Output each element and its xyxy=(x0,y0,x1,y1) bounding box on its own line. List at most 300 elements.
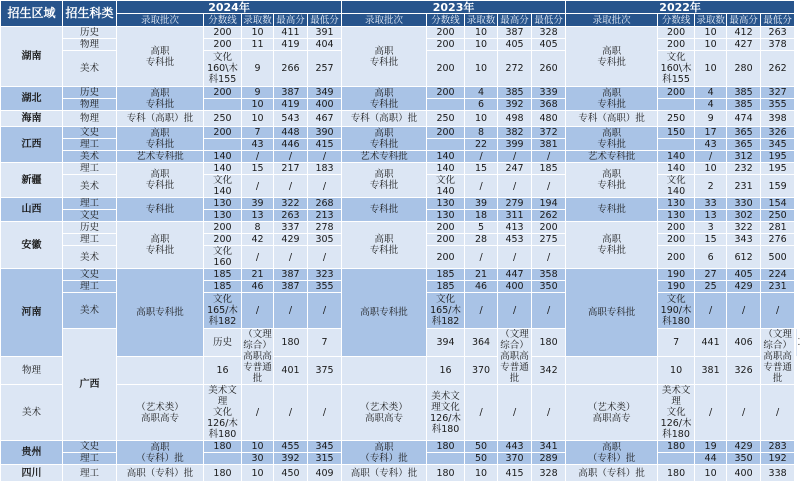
min-score-cell-2023: 200 xyxy=(532,222,566,234)
admitted-cell-2024: 7 xyxy=(242,127,274,139)
min-score-cell-2023: 328 xyxy=(532,465,566,482)
batch-cell-2022: 高职 专科批 xyxy=(566,163,658,198)
admitted-cell-2024: 43 xyxy=(242,139,274,151)
admitted-cell-2022: 10 xyxy=(695,39,727,51)
score-line-cell-2024 xyxy=(204,139,242,151)
admitted-cell-2023: 50 xyxy=(465,453,498,465)
score-line-cell-2024: 140 xyxy=(204,163,242,175)
min-score-cell-2023: / xyxy=(532,385,566,441)
max-score-cell-2023: 399 xyxy=(498,139,532,151)
min-score-cell-2023: 262 xyxy=(532,210,566,222)
score-line-cell-2023: 140 xyxy=(427,163,465,175)
admitted-cell-2022: 43 xyxy=(695,139,727,151)
max-score-cell-2022: 322 xyxy=(727,222,761,234)
max-score-cell-2024: 429 xyxy=(274,234,308,246)
table-row xyxy=(1,465,800,482)
min-score-cell-2024: 415 xyxy=(308,139,342,151)
min-score-cell-2023: 381 xyxy=(532,139,566,151)
header-max-2022: 最高分 xyxy=(727,14,761,27)
max-score-cell-2024: / xyxy=(274,151,308,163)
subject-cell: 理工 xyxy=(63,465,117,482)
header-score-line-2024: 分数线 xyxy=(204,14,242,27)
score-line-cell-2024: 130 xyxy=(204,210,242,222)
admitted-cell-2024: 13 xyxy=(242,210,274,222)
min-score-cell-2024: / xyxy=(308,246,342,269)
score-line-cell-2024: 200 xyxy=(204,27,242,39)
score-line-cell-2022 xyxy=(658,139,695,151)
min-score-cell-2023: 480 xyxy=(532,111,566,127)
score-line-cell-2024: 200 xyxy=(204,234,242,246)
max-score-cell-2023: 400 xyxy=(498,281,532,293)
batch-cell-2023: 高职专科批 xyxy=(342,269,427,357)
admitted-cell-2023: 18 xyxy=(465,210,498,222)
subject-cell: 美术 xyxy=(1,385,63,441)
header-batch-2023: 录取批次 xyxy=(342,14,427,27)
score-line-cell-2024 xyxy=(204,453,242,465)
min-score-cell-2022: / xyxy=(761,293,795,329)
admitted-cell-2024: 42 xyxy=(242,234,274,246)
header-batch-2024: 录取批次 xyxy=(117,14,204,27)
admitted-cell-2024: 21 xyxy=(242,269,274,281)
batch-cell-2023: 高职 专科批 xyxy=(342,87,427,111)
min-score-cell-2023: 350 xyxy=(532,281,566,293)
subject-cell: 理工 xyxy=(63,139,117,151)
min-score-cell-2023: 342 xyxy=(532,357,566,385)
batch-cell-2022: 专科（高职）批 xyxy=(566,111,658,127)
score-line-cell-2022: 200 xyxy=(658,39,695,51)
max-score-cell-2023: 443 xyxy=(498,441,532,453)
score-line-cell-2022: 200 xyxy=(658,234,695,246)
header-subject: 招生科类 xyxy=(63,1,117,27)
batch-cell-2024: 高职 专科批 xyxy=(117,27,204,87)
table-body xyxy=(1,27,800,482)
admitted-cell-2022: / xyxy=(695,385,727,441)
score-line-cell-2024 xyxy=(117,357,204,385)
admitted-cell-2024: 16 xyxy=(204,357,242,385)
batch-cell-2022: （艺术类） 高职高专 xyxy=(566,385,658,441)
max-score-cell-2024: 322 xyxy=(274,198,308,210)
max-score-cell-2024: 387 xyxy=(274,269,308,281)
subject-cell: 理工 xyxy=(63,163,117,175)
max-score-cell-2022: 232 xyxy=(727,163,761,175)
score-line-cell-2022: 250 xyxy=(658,111,695,127)
min-score-cell-2022: 231 xyxy=(761,281,795,293)
score-line-cell-2022 xyxy=(658,99,695,111)
batch-cell-2024: （文理综合） 高职高专普通批 xyxy=(243,329,272,384)
min-score-cell-2024: 375 xyxy=(308,357,342,385)
admitted-cell-2023: / xyxy=(465,385,498,441)
admitted-cell-2023: 6 xyxy=(465,99,498,111)
min-score-cell-2024: / xyxy=(308,151,342,163)
admitted-cell-2023: 10 xyxy=(465,51,498,87)
region-cell: 贵州 xyxy=(1,441,63,465)
min-score-cell-2023: 339 xyxy=(532,87,566,99)
min-score-cell-2024: 391 xyxy=(308,27,342,39)
max-score-cell-2022: 429 xyxy=(727,281,761,293)
header-region: 招生区域 xyxy=(1,1,63,27)
batch-cell-2023: 高职 专科批 xyxy=(342,222,427,269)
max-score-cell-2023: 447 xyxy=(498,269,532,281)
subject-cell: 理工 xyxy=(63,453,117,465)
admitted-cell-2023: / xyxy=(465,175,498,198)
admitted-cell-2022: 4 xyxy=(695,87,727,99)
min-score-cell-2022: 262 xyxy=(761,51,795,87)
score-line-cell-2022: 190 xyxy=(658,269,695,281)
min-score-cell-2022: 224 xyxy=(761,269,795,281)
admitted-cell-2022: 19 xyxy=(695,441,727,453)
max-score-cell-2022: / xyxy=(727,385,761,441)
subject-cell: 文史 xyxy=(63,127,117,139)
admitted-cell-2022: 33 xyxy=(695,198,727,210)
min-score-cell-2022: 154 xyxy=(761,198,795,210)
region-cell: 山西 xyxy=(1,198,63,222)
batch-cell-2023: 高职 （专科）批 xyxy=(342,441,427,465)
max-score-cell-2024: 450 xyxy=(274,465,308,482)
max-score-cell-2022: 231 xyxy=(727,175,761,198)
min-score-cell-2024: 364 xyxy=(465,329,498,357)
min-score-cell-2022: / xyxy=(761,385,795,441)
region-cell: 四川 xyxy=(1,465,63,482)
score-line-cell-2023 xyxy=(427,453,465,465)
admitted-cell-2024: 8 xyxy=(242,222,274,234)
batch-cell-2022: 高职（专科）批 xyxy=(566,465,658,482)
table-row xyxy=(1,385,800,441)
header-max-2023: 最高分 xyxy=(498,14,532,27)
score-line-cell-2023: 美术文 理文化 126/木 科180 xyxy=(427,385,465,441)
admitted-cell-2022: 2 xyxy=(695,175,727,198)
batch-cell-2024: 专科批 xyxy=(117,198,204,222)
min-score-cell-2023: 194 xyxy=(532,198,566,210)
batch-cell-2024: 高职专科批 xyxy=(117,269,204,357)
score-line-cell-2024: 185 xyxy=(204,281,242,293)
max-score-cell-2023: 272 xyxy=(498,51,532,87)
min-score-cell-2022: 500 xyxy=(761,246,795,269)
batch-cell-2024: 高职 专科批 xyxy=(117,163,204,198)
max-score-cell-2022: 400 xyxy=(727,465,761,482)
header-admitted-2024: 录取数 xyxy=(243,14,272,26)
subject-cell: 物理 xyxy=(63,99,117,111)
max-score-cell-2023: 311 xyxy=(498,210,532,222)
header-admitted-2022: 录取数 xyxy=(696,14,725,26)
admitted-cell-2023: / xyxy=(465,151,498,163)
subject-cell: 文史 xyxy=(63,210,117,222)
admitted-cell-2022: 25 xyxy=(695,281,727,293)
subject-cell: 美术 xyxy=(63,293,117,329)
table-row xyxy=(1,357,800,385)
min-score-cell-2022: 378 xyxy=(761,39,795,51)
max-score-cell-2024: / xyxy=(274,293,308,329)
admitted-cell-2024: 30 xyxy=(242,453,274,465)
min-score-cell-2024: 183 xyxy=(308,163,342,175)
max-score-cell-2024: / xyxy=(274,385,308,441)
subject-cell: 历史 xyxy=(63,222,117,234)
admitted-cell-2022: 10 xyxy=(695,465,727,482)
admitted-cell-2022: 17 xyxy=(695,127,727,139)
admitted-cell-2022: 10 xyxy=(695,51,727,87)
admitted-cell-2024: / xyxy=(242,175,274,198)
subject-cell: 历史 xyxy=(204,329,242,357)
score-line-cell-2023: 130 xyxy=(427,210,465,222)
subject-cell: 美术 xyxy=(63,51,117,87)
admitted-cell-2023: 28 xyxy=(465,234,498,246)
score-line-cell-2024: 185 xyxy=(204,269,242,281)
score-line-cell-2023: 140 xyxy=(427,151,465,163)
score-line-cell-2023: 200 xyxy=(427,39,465,51)
min-score-cell-2023: 406 xyxy=(727,329,761,357)
score-line-cell-2022: 130 xyxy=(658,198,695,210)
min-score-cell-2024: 305 xyxy=(308,234,342,246)
subject-cell: 文史 xyxy=(63,269,117,281)
min-score-cell-2022: 355 xyxy=(761,99,795,111)
score-line-cell-2023: 200 xyxy=(427,27,465,39)
max-score-cell-2022: 302 xyxy=(727,210,761,222)
max-score-cell-2022: 312 xyxy=(727,151,761,163)
max-score-cell-2023: 405 xyxy=(498,39,532,51)
score-line-cell-2022: 200 xyxy=(658,27,695,39)
max-score-cell-2022: 381 xyxy=(695,357,727,385)
batch-cell-2024: 艺术专科批 xyxy=(117,151,204,163)
batch-cell-2022: 高职 专科批 xyxy=(566,222,658,269)
max-score-cell-2024: 419 xyxy=(274,39,308,51)
min-score-cell-2023: 328 xyxy=(532,27,566,39)
min-score-cell-2022: 195 xyxy=(761,151,795,163)
region-cell: 海南 xyxy=(1,111,63,127)
score-line-cell-2022: 200 xyxy=(658,222,695,234)
min-score-cell-2024: 409 xyxy=(308,465,342,482)
table-row xyxy=(1,127,800,139)
batch-cell-2024: 专科（高职）批 xyxy=(117,111,204,127)
admitted-cell-2022: / xyxy=(695,293,727,329)
region-cell: 广西 xyxy=(63,329,117,441)
admitted-cell-2024: / xyxy=(242,246,274,269)
admitted-cell-2023: 10 xyxy=(465,27,498,39)
region-cell: 湖南 xyxy=(1,27,63,87)
max-score-cell-2024: 411 xyxy=(274,27,308,39)
admitted-cell-2023: 50 xyxy=(465,441,498,453)
subject-cell: 文史 xyxy=(63,441,117,453)
min-score-cell-2024: 390 xyxy=(308,127,342,139)
score-line-cell-2024: 文化 165/木 科182 xyxy=(204,293,242,329)
header-min-2024: 最低分 xyxy=(308,14,342,27)
admitted-cell-2024: 10 xyxy=(242,111,274,127)
score-line-cell-2022: 文化140 xyxy=(658,175,695,198)
score-line-cell-2023: 文化140 xyxy=(427,175,465,198)
admitted-cell-2023: 21 xyxy=(465,269,498,281)
min-score-cell-2022: 398 xyxy=(761,111,795,127)
score-line-cell-2022: 180 xyxy=(658,441,695,453)
max-score-cell-2024: 455 xyxy=(274,441,308,453)
score-line-cell-2023: 200 xyxy=(427,87,465,99)
min-score-cell-2024: 278 xyxy=(308,222,342,234)
max-score-cell-2023: / xyxy=(498,293,532,329)
min-score-cell-2023: / xyxy=(532,151,566,163)
max-score-cell-2022: / xyxy=(727,293,761,329)
max-score-cell-2023: / xyxy=(498,175,532,198)
min-score-cell-2022: 345 xyxy=(761,139,795,151)
admitted-cell-2024: 7 xyxy=(308,329,342,357)
max-score-cell-2023: 392 xyxy=(498,99,532,111)
batch-cell-2022: 专科批 xyxy=(566,198,658,222)
score-line-cell-2024: 180 xyxy=(204,441,242,453)
min-score-cell-2022: 326 xyxy=(727,357,761,385)
min-score-cell-2022: 263 xyxy=(761,27,795,39)
score-line-cell-2022: 130 xyxy=(658,210,695,222)
min-score-cell-2023: / xyxy=(532,293,566,329)
max-score-cell-2023: 441 xyxy=(695,329,727,357)
score-line-cell-2024: 180 xyxy=(274,329,308,357)
min-score-cell-2023: 368 xyxy=(532,99,566,111)
admitted-cell-2022: 10 xyxy=(658,357,695,385)
header-year-2022: 2022年 xyxy=(566,1,795,14)
admitted-cell-2024: / xyxy=(242,293,274,329)
min-score-cell-2024: 467 xyxy=(308,111,342,127)
admitted-cell-2022: 10 xyxy=(695,163,727,175)
subject-cell: 物理 xyxy=(63,39,117,51)
max-score-cell-2023: / xyxy=(498,385,532,441)
score-line-cell-2024: 美术文理 文化 126/木 科180 xyxy=(204,385,242,441)
min-score-cell-2022: 276 xyxy=(761,234,795,246)
score-line-cell-2022: 文化 160\木 科155 xyxy=(658,51,695,87)
table-row xyxy=(1,198,800,210)
score-line-cell-2023: 185 xyxy=(427,269,465,281)
min-score-cell-2024: 400 xyxy=(308,99,342,111)
batch-cell-2024: 高职（专科）批 xyxy=(117,465,204,482)
min-score-cell-2024: 355 xyxy=(308,281,342,293)
max-score-cell-2023: 387 xyxy=(498,27,532,39)
max-score-cell-2022: 350 xyxy=(727,453,761,465)
min-score-cell-2023: 260 xyxy=(532,51,566,87)
min-score-cell-2022: 250 xyxy=(761,210,795,222)
max-score-cell-2022: 385 xyxy=(727,99,761,111)
batch-cell-2022: （文理综合） 高职高专普通批 xyxy=(761,329,795,385)
min-score-cell-2024: 315 xyxy=(308,453,342,465)
score-line-cell-2024: 250 xyxy=(204,111,242,127)
admitted-cell-2024: 9 xyxy=(242,87,274,99)
min-score-cell-2022: 192 xyxy=(761,453,795,465)
batch-cell-2023: 专科批 xyxy=(342,198,427,222)
admitted-cell-2023: 4 xyxy=(465,87,498,99)
max-score-cell-2022: 429 xyxy=(727,441,761,453)
score-line-cell-2023: 200 xyxy=(427,234,465,246)
max-score-cell-2024: 392 xyxy=(274,453,308,465)
score-line-cell-2023 xyxy=(427,99,465,111)
subject-cell: 物理 xyxy=(1,357,63,385)
admitted-cell-2024: 11 xyxy=(242,39,274,51)
batch-cell-2024: 高职 专科批 xyxy=(117,222,204,269)
max-score-cell-2023: 415 xyxy=(498,465,532,482)
admitted-cell-2023: 10 xyxy=(465,111,498,127)
admitted-cell-2022: 44 xyxy=(695,453,727,465)
batch-cell-2022: 高职 专科批 xyxy=(566,127,658,151)
batch-cell-2024: 高职 （专科）批 xyxy=(117,441,204,465)
subject-cell: 理工 xyxy=(63,281,117,293)
max-score-cell-2023: / xyxy=(498,151,532,163)
max-score-cell-2022: 405 xyxy=(727,269,761,281)
max-score-cell-2022: 365 xyxy=(727,139,761,151)
header-score-line-2022: 分数线 xyxy=(658,14,695,27)
max-score-cell-2023: 385 xyxy=(498,87,532,99)
score-line-cell-2022: 190 xyxy=(658,281,695,293)
score-line-cell-2022: 140 xyxy=(658,151,695,163)
score-line-cell-2023: 文化 165/木 科182 xyxy=(427,293,465,329)
header-year-2023: 2023年 xyxy=(342,1,566,14)
score-line-cell-2023: 200 xyxy=(427,222,465,234)
admitted-cell-2024: 10 xyxy=(242,27,274,39)
max-score-cell-2024: 387 xyxy=(274,281,308,293)
region-cell: 河南 xyxy=(1,269,63,357)
score-line-cell-2024: 130 xyxy=(204,198,242,210)
admitted-cell-2023: 15 xyxy=(465,163,498,175)
max-score-cell-2023: 498 xyxy=(498,111,532,127)
batch-cell-2023: 高职 专科批 xyxy=(342,163,427,198)
admitted-cell-2024: 15 xyxy=(242,163,274,175)
min-score-cell-2024: / xyxy=(308,293,342,329)
admitted-cell-2022: 3 xyxy=(695,222,727,234)
max-score-cell-2023: 453 xyxy=(498,234,532,246)
admitted-cell-2023: 5 xyxy=(465,222,498,234)
min-score-cell-2022: 283 xyxy=(761,441,795,453)
max-score-cell-2024: 263 xyxy=(274,210,308,222)
min-score-cell-2023: 185 xyxy=(532,163,566,175)
admitted-cell-2023: / xyxy=(465,293,498,329)
header-max-2024: 最高分 xyxy=(274,14,308,27)
table-row xyxy=(1,151,800,163)
max-score-cell-2024: 401 xyxy=(274,357,308,385)
score-line-cell-2023: 185 xyxy=(427,281,465,293)
min-score-cell-2023: 405 xyxy=(532,39,566,51)
admitted-cell-2022: 10 xyxy=(695,27,727,39)
admitted-cell-2022: 4 xyxy=(695,99,727,111)
max-score-cell-2024: 543 xyxy=(274,111,308,127)
min-score-cell-2023: 275 xyxy=(532,234,566,246)
max-score-cell-2023: 279 xyxy=(498,198,532,210)
max-score-cell-2023: / xyxy=(498,246,532,269)
score-line-cell-2022: 150 xyxy=(658,127,695,139)
admitted-cell-2022: 6 xyxy=(695,246,727,269)
min-score-cell-2024: 349 xyxy=(308,87,342,99)
min-score-cell-2024: 268 xyxy=(308,198,342,210)
max-score-cell-2022: 343 xyxy=(727,234,761,246)
min-score-cell-2022: 159 xyxy=(761,175,795,198)
batch-cell-2023: （艺术类） 高职高专 xyxy=(342,385,427,441)
score-line-cell-2024: 200 xyxy=(204,39,242,51)
min-score-cell-2023: / xyxy=(532,246,566,269)
admitted-cell-2024: / xyxy=(242,385,274,441)
table-row xyxy=(1,269,800,281)
score-line-cell-2024 xyxy=(204,99,242,111)
max-score-cell-2023: 413 xyxy=(498,222,532,234)
min-score-cell-2022 xyxy=(798,329,799,357)
max-score-cell-2022: 385 xyxy=(727,87,761,99)
score-line-cell-2024: 140 xyxy=(204,151,242,163)
score-line-cell-2022: 200 xyxy=(658,87,695,99)
batch-cell-2022: 高职专科批 xyxy=(566,269,658,357)
batch-cell-2024: （艺术类） 高职高专 xyxy=(117,385,204,441)
score-line-cell-2023: 200 xyxy=(427,246,465,269)
admitted-cell-2024: 10 xyxy=(242,465,274,482)
subject-cell: 历史 xyxy=(63,27,117,39)
max-score-cell-2023: 370 xyxy=(498,453,532,465)
max-score-cell-2024: / xyxy=(274,246,308,269)
admitted-cell-2023: 10 xyxy=(465,39,498,51)
table-row xyxy=(1,163,800,175)
admitted-cell-2024: 46 xyxy=(242,281,274,293)
min-score-cell-2024: 213 xyxy=(308,210,342,222)
batch-cell-2022: 高职 专科批 xyxy=(566,27,658,87)
admitted-cell-2023: 39 xyxy=(465,198,498,210)
score-line-cell-2022: 美术文理 文化 126/木 科180 xyxy=(658,385,695,441)
region-cell: 湖北 xyxy=(1,87,63,111)
